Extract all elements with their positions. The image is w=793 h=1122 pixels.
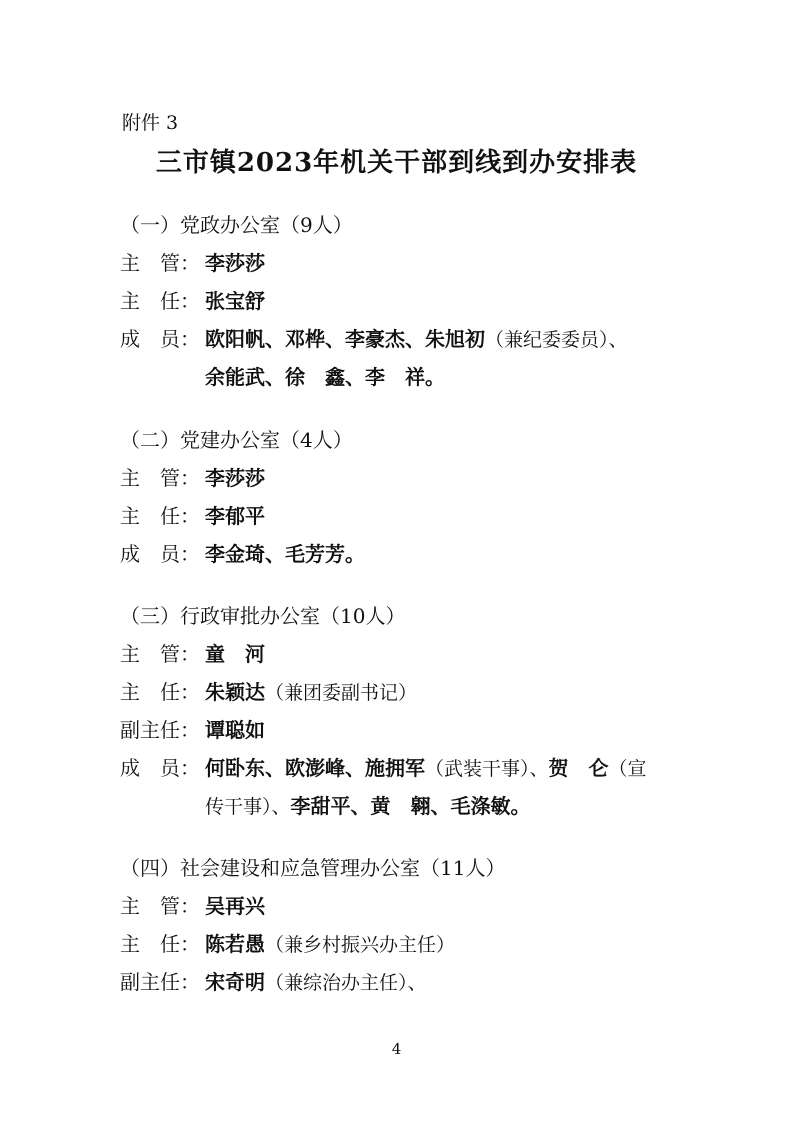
role-label: 成 员： <box>120 327 200 351</box>
member-note: （兼纪委委员）、 <box>485 329 628 351</box>
member-note: （兼综治办主任）、 <box>265 972 427 994</box>
member-names: 谭聪如 <box>205 718 265 742</box>
section-heading: （三）行政审批办公室（10人） <box>120 604 406 628</box>
list-item <box>120 673 647 711</box>
member-names: 余能武、徐 鑫、李 祥。 <box>205 365 445 389</box>
section-party-office <box>120 210 628 396</box>
role-label: 主 任： <box>120 680 200 704</box>
list-item <box>120 787 647 825</box>
role-label: 副主任： <box>120 970 200 994</box>
section-admin-approval-office <box>120 601 647 825</box>
role-label <box>120 358 205 396</box>
list-item <box>120 749 647 787</box>
member-names: 吴再兴 <box>205 894 265 918</box>
list-item <box>120 358 628 396</box>
list-item <box>120 535 365 573</box>
list-item <box>120 244 628 282</box>
role-label: 主 任： <box>120 504 200 528</box>
role-label: 主 管： <box>120 466 200 490</box>
section-heading: （二）党建办公室（4人） <box>120 428 353 452</box>
member-note: （兼团委副书记） <box>265 682 418 704</box>
member-note: 传干事）、 <box>205 796 291 818</box>
role-label: 主 任： <box>120 289 200 313</box>
member-names: 李莎莎 <box>205 466 265 490</box>
member-names: 李甜平、黄 翱、毛涤敏。 <box>290 794 531 818</box>
member-names: 童 河 <box>205 642 265 666</box>
role-label: 主 管： <box>120 894 200 918</box>
list-item <box>120 963 505 1001</box>
list-item <box>120 925 505 963</box>
member-names: 欧阳帆、邓桦、李豪杰、朱旭初 <box>205 327 485 351</box>
member-names: 陈若愚 <box>205 932 265 956</box>
member-names: 何卧东、欧澎峰、施拥军 <box>205 756 425 780</box>
page-number: 4 <box>391 1040 402 1058</box>
role-label <box>120 787 205 825</box>
role-label: 副主任： <box>120 718 200 742</box>
document-title: 三市镇2023年机关干部到线到办安排表 <box>155 148 638 178</box>
list-item <box>120 282 628 320</box>
role-label: 主 管： <box>120 642 200 666</box>
member-names: 张宝舒 <box>205 289 265 313</box>
attachment-label: 附件 3 <box>122 112 179 134</box>
role-label: 成 员： <box>120 542 200 566</box>
section-heading: （一）党政办公室（9人） <box>120 213 353 237</box>
role-label: 主 任： <box>120 932 200 956</box>
member-names: 李金琦、毛芳芳。 <box>205 542 365 566</box>
member-note: （兼乡村振兴办主任） <box>265 934 456 956</box>
member-names: 贺 仑 <box>548 756 609 780</box>
member-names: 朱颖达 <box>205 680 265 704</box>
member-names: 李莎莎 <box>205 251 265 275</box>
member-names: 宋奇明 <box>205 970 265 994</box>
list-item <box>120 459 365 497</box>
list-item <box>120 711 647 749</box>
list-item <box>120 887 505 925</box>
section-social-emergency-office <box>120 853 505 1001</box>
member-names: 李郁平 <box>205 504 265 528</box>
member-note: （武装干事）、 <box>425 758 549 780</box>
member-note: （宣 <box>608 758 647 780</box>
list-item <box>120 320 628 358</box>
section-party-building-office <box>120 425 365 573</box>
list-item <box>120 497 365 535</box>
section-heading: （四）社会建设和应急管理办公室（11人） <box>120 856 506 880</box>
list-item <box>120 635 647 673</box>
role-label: 主 管： <box>120 251 200 275</box>
role-label: 成 员： <box>120 756 200 780</box>
